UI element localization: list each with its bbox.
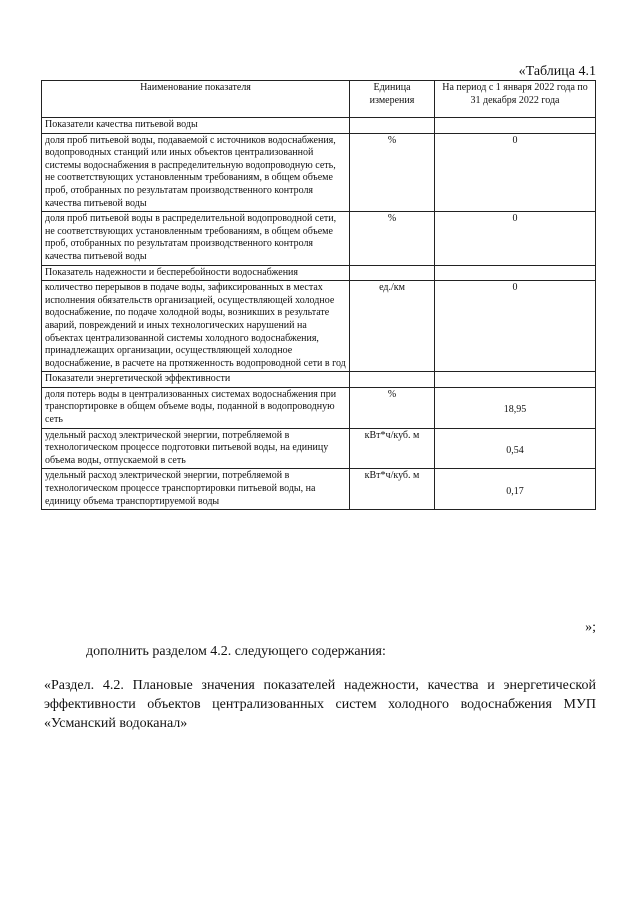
indicator-value: 18,95: [435, 387, 596, 428]
empty-cell: [435, 372, 596, 388]
table-caption: «Таблица 4.1: [518, 64, 596, 79]
section-row: [42, 265, 596, 281]
indicator-name: количество перерывов в подаче воды, зафиксированных в местах исполнения обязательств организацией, осуществляющей холодное водоснабжение, по подаче холодной воды, возникших в результате аварий, повреждений и иных технологических нарушений на объектах централизованной системы холодного водоснабжения, принадлежащих организации, осуществляющей холодное водоснабжение, в расчете на протяженность водопроводной сети в год: [42, 281, 350, 372]
section-heading-paragraph: «Раздел. 4.2. Плановые значения показателей надежности, качества и энергетической эффективности объектов централизованных систем холодного водоснабжения МУП «Усманский водоканал»: [44, 678, 596, 731]
indicator-name: доля проб питьевой воды, подаваемой с источников водоснабжения, водопроводных станций или иных объектов централизованной системы водоснабжения в распределительную водопроводную сеть, не соответствующих установленным требованиям, в общем объеме проб, отобранных по результатам производственного контроля качества питьевой воды: [42, 133, 350, 212]
indicator-unit: ед./км: [350, 281, 435, 372]
header-period: На период с 1 января 2022 года по 31 декабря 2022 года: [435, 81, 596, 118]
indicators-table: [41, 80, 596, 510]
indicator-unit: кВт*ч/куб. м: [350, 428, 435, 469]
indicator-value: 0: [435, 281, 596, 372]
section-row: [42, 372, 596, 388]
empty-cell: [435, 265, 596, 281]
table-row: [42, 212, 596, 265]
header-name: Наименование показателя: [42, 81, 350, 118]
table-header-row: [42, 81, 596, 118]
table-row: [42, 387, 596, 428]
indicator-name: доля потерь воды в централизованных системах водоснабжения при транспортировке в общем объеме воды, поданной в водопроводную сеть: [42, 387, 350, 428]
empty-cell: [350, 118, 435, 134]
table-row: [42, 133, 596, 212]
indicator-name: удельный расход электрической энергии, потребляемой в технологическом процессе транспортировки питьевой воды, на единицу объема транспортируемой воды: [42, 469, 350, 510]
indicator-name: удельный расход электрической энергии, потребляемой в технологическом процессе подготовки питьевой воды, на единицу объема воды, отпускаемой в сеть: [42, 428, 350, 469]
table-closing-quote: »;: [585, 620, 596, 635]
table-row: [42, 428, 596, 469]
indicator-unit: кВт*ч/куб. м: [350, 469, 435, 510]
indicator-name: доля проб питьевой воды в распределительной водопроводной сети, не соответствующих установленным требованиям, в общем объеме проб, отобранных по результатам производственного контроля качества питьевой воды: [42, 212, 350, 265]
indicator-value: 0,54: [435, 428, 596, 469]
indicator-value: 0: [435, 133, 596, 212]
indicator-unit: %: [350, 387, 435, 428]
section-title: Показатели качества питьевой воды: [42, 118, 350, 134]
table-row: [42, 281, 596, 372]
empty-cell: [350, 265, 435, 281]
indicator-unit: %: [350, 133, 435, 212]
indicator-value: 0: [435, 212, 596, 265]
section-title: Показатели энергетической эффективности: [42, 372, 350, 388]
header-unit: Единица измерения: [350, 81, 435, 118]
amendment-paragraph: дополнить разделом 4.2. следующего содержания:: [86, 644, 386, 659]
empty-cell: [435, 118, 596, 134]
indicator-value: 0,17: [435, 469, 596, 510]
table-row: [42, 469, 596, 510]
indicator-unit: %: [350, 212, 435, 265]
section-title: Показатель надежности и бесперебойности водоснабжения: [42, 265, 350, 281]
section-row: [42, 118, 596, 134]
empty-cell: [350, 372, 435, 388]
